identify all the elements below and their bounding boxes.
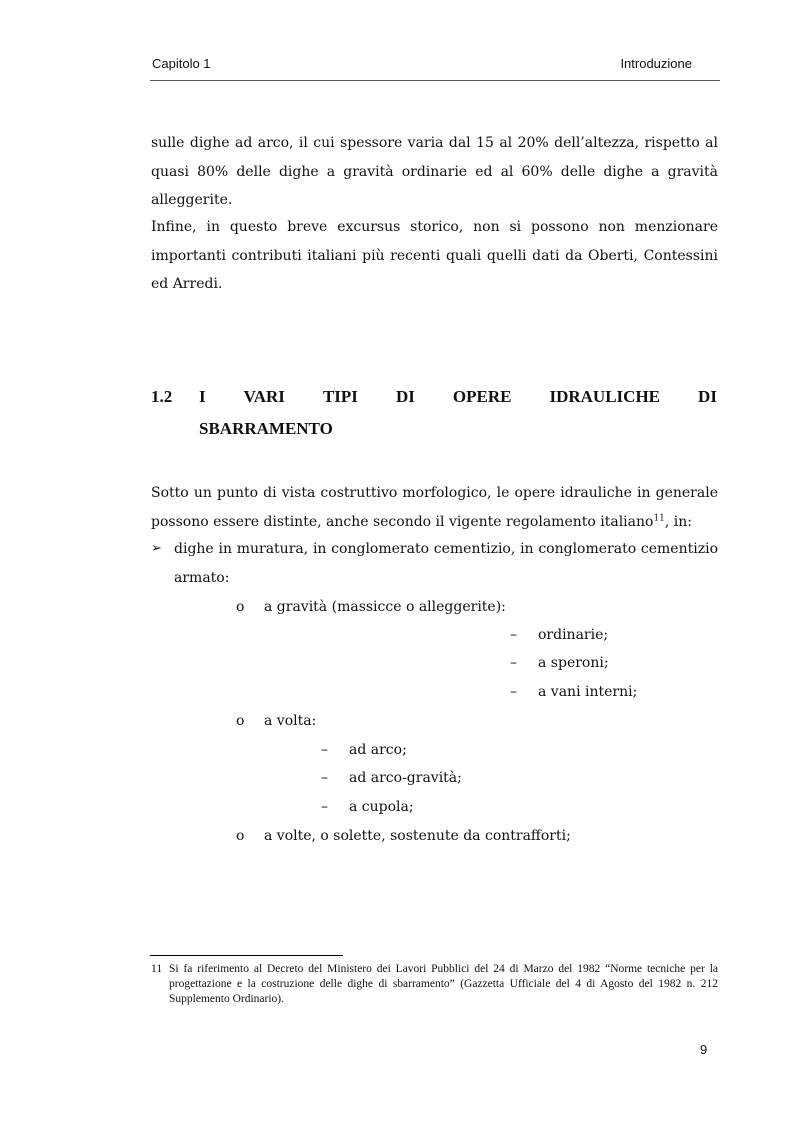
list-item	[510, 625, 608, 645]
list-item	[321, 797, 414, 817]
list-item	[236, 597, 506, 617]
intro-suffix: , in:	[664, 513, 693, 530]
bullet-text: dighe in muratura, in conglomerato cementizio, in conglomerato cementizio armato:	[174, 541, 718, 586]
footnote-divider	[150, 955, 343, 956]
sub-item-text: a gravità (massicce o alleggerite):	[264, 599, 506, 615]
footnote	[151, 962, 718, 1007]
sub-sub-item-text: ad arco;	[349, 742, 407, 758]
heading-word: TIPI	[322, 387, 358, 406]
arrow-bullet-icon: ➢	[151, 541, 162, 556]
footnote-number: 11	[151, 963, 163, 975]
intro-text: Sotto un punto di vista costruttivo morfologico, le opere idrauliche in generale possono essere distinte, anche secondo il vigente regolamento italiano	[151, 485, 718, 530]
dash-bullet-icon: –	[510, 655, 517, 671]
sub-sub-item-text: ad arco-gravità;	[349, 770, 462, 786]
paragraph-text: Infine, in questo breve excursus storico, non si possono non menzionare importanti contributi italiani più recenti quali quelli dati da Oberti, Contessini ed Arredi.	[151, 219, 718, 292]
chapter-label: Capitolo 1	[152, 56, 211, 71]
paragraph-historical	[151, 213, 718, 299]
section-title-line-1	[199, 381, 717, 413]
paragraph-arch-dams	[151, 129, 718, 215]
sub-sub-item-text: a vani interni;	[538, 684, 638, 700]
list-item	[236, 711, 316, 731]
intro-paragraph	[151, 479, 718, 536]
list-item	[321, 740, 407, 760]
sub-item-text: a volta:	[264, 713, 317, 729]
sub-item-text: a volte, o solette, sostenute da contrafforti;	[264, 828, 571, 844]
section-title-line-2: SBARRAMENTO	[199, 419, 333, 438]
heading-word: VARI	[243, 387, 285, 406]
dash-bullet-icon: –	[321, 770, 328, 786]
heading-word: DI	[395, 387, 415, 406]
section-number: 1.2	[151, 387, 173, 406]
page-number: 9	[700, 1042, 708, 1057]
paragraph-text: sulle dighe ad arco, il cui spessore varia dal 15 al 20% dell’altezza, rispetto al quasi 80% delle dighe a gravità ordinarie ed al 60% delle dighe a gravità alleggerite.	[151, 135, 718, 208]
sub-sub-item-text: a speroni;	[538, 655, 609, 671]
dash-bullet-icon: –	[510, 684, 517, 700]
list-item	[236, 826, 571, 846]
list-item	[321, 768, 462, 788]
circle-bullet-icon: o	[236, 828, 245, 844]
heading-word: IDRAULICHE	[549, 387, 661, 406]
heading-word: OPERE	[452, 387, 512, 406]
dash-bullet-icon: –	[321, 799, 328, 815]
list-item	[510, 682, 637, 702]
dash-bullet-icon: –	[321, 742, 328, 758]
section-label: Introduzione	[620, 56, 692, 71]
footnote-text: Si fa riferimento al Decreto del Ministero dei Lavori Pubblici del 24 di Marzo del 1982 “Norme tecniche per la progettazione e la costruzione delle dighe di sbarramento” (Gazzetta Ufficiale del 4 di Agosto del 1982 n. 212 Supplemento Ordinario).	[169, 963, 718, 1005]
sub-sub-item-text: a cupola;	[349, 799, 414, 815]
circle-bullet-icon: o	[236, 599, 245, 615]
sub-sub-item-text: ordinarie;	[538, 627, 609, 643]
heading-word: I	[199, 387, 206, 406]
dash-bullet-icon: –	[510, 627, 517, 643]
page-header	[150, 56, 720, 81]
list-item	[510, 653, 609, 673]
list-item	[151, 535, 718, 592]
heading-word: DI	[698, 387, 717, 406]
footnote-reference[interactable]: 11	[653, 512, 665, 523]
circle-bullet-icon: o	[236, 713, 245, 729]
